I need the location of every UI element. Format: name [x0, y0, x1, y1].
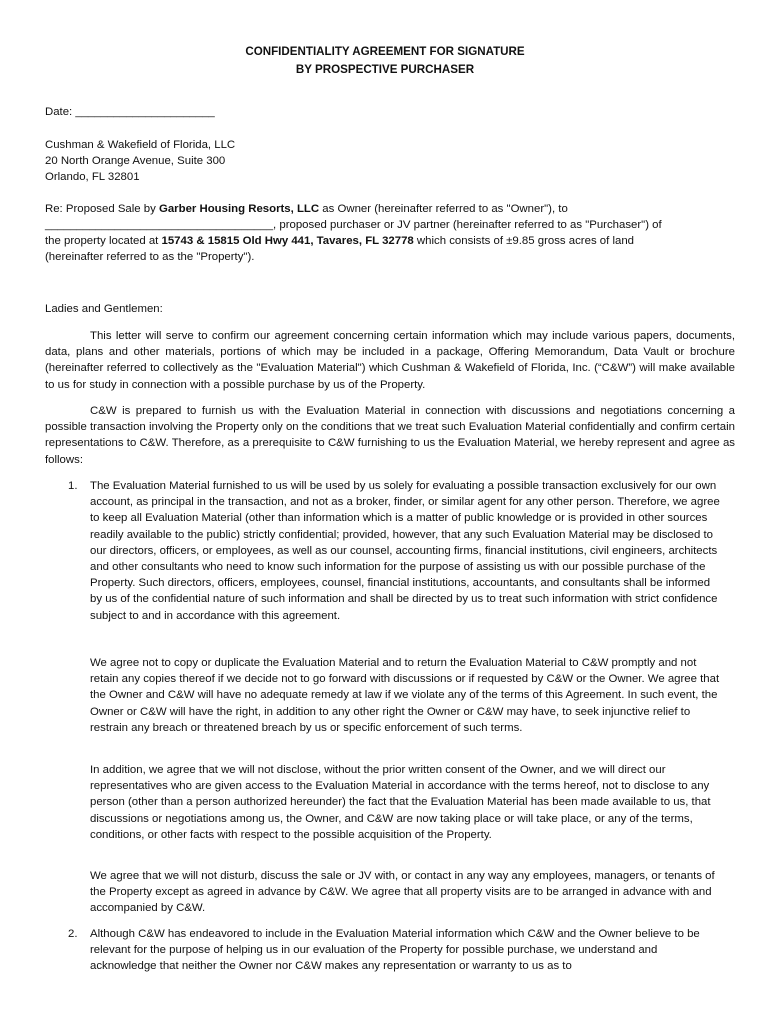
property-address: 15743 & 15815 Old Hwy 441, Tavares, FL 32778 [161, 235, 414, 247]
re-line-4: (hereinafter referred to as the "Property"). [45, 251, 255, 263]
paragraph-2: C&W is prepared to furnish us with the Evaluation Material in connection with discussions and negotiations concerning a possible transaction involving the Property only on the conditions that we treat such Evaluation Material confidentially and confirm certain representations to C&W. Therefore, as a prerequisite to C&W furnishing to us the Evaluation Material, we hereby represent and agree as follows: [45, 405, 735, 466]
re-line-3 [45, 233, 634, 249]
address-line-2: 20 North Orange Avenue, Suite 300 [45, 155, 226, 167]
re-line3-prefix: the property located at [45, 235, 162, 247]
re-line3-suffix: which consists of ±9.85 gross acres of land [413, 235, 634, 247]
sub-paragraph-3: We agree that we will not disturb, discuss the sale or JV with, or contact in any way any employees, managers, or tenants of the Property except as agreed in advance by C&W. We agree that all property visits are to be arranged in advance with and accompanied by C&W. [90, 870, 715, 915]
list-item-text: Although C&W has endeavored to include in the Evaluation Material information which C&W and the Owner believe to be relevant for the purpose of helping us in our evaluation of the Property for possible purchase, we understand and acknowledge that neither the Owner nor C&W makes any representation or warranty to us as to [90, 928, 700, 973]
salutation: Ladies and Gentlemen: [45, 303, 163, 315]
re-prefix: Re: Proposed Sale by [45, 203, 159, 215]
re-line-1 [45, 201, 568, 217]
sub-paragraph-2: In addition, we agree that we will not disclose, without the prior written consent of the Owner, and we will direct our representatives who are given access to the Evaluation Material in accordance with the terms hereof, not to disclose to any person (other than a person authorized hereunder) the fact that the Evaluation Material has been made available to us, that discussions or negotiations among us, the Owner, and C&W are now taking place or will take place, or any of the terms, conditions, or other facts with respect to the possible acquisition of the Property. [90, 764, 711, 841]
sub-paragraph-1: We agree not to copy or duplicate the Evaluation Material and to return the Evaluation Material to C&W promptly and not retain any copies thereof if we decide not to go forward with discussions or if requested by C&W or the Owner. We agree that the Owner and C&W will have no adequate remedy at law if we violate any of the terms of this Agreement. In such event, the Owner or C&W will have the right, in addition to any other right the Owner or C&W may have, to seek injunctive relief to restrain any breach or threatened breach by us or specific enforcement of such terms. [90, 657, 720, 734]
re-after-owner: as Owner (hereinafter referred to as "Owner"), to [319, 203, 568, 215]
address-line-1: Cushman & Wakefield of Florida, LLC [45, 139, 236, 151]
title-line-1: CONFIDENTIALITY AGREEMENT FOR SIGNATURE [245, 45, 525, 58]
list-item-text: The Evaluation Material furnished to us will be used by us solely for evaluating a possible transaction exclusively for our own account, as principal in the transaction, and not as a broker, finder, or similar agent for any other person. Therefore, we agree to keep all Evaluation Material (other than information which is a matter of public knowledge or is provided in other sources readily available to the public) strictly confidential; provided, however, that any such Evaluation Material may be disclosed to our directors, officers, or employees, as well as our counsel, accounting firms, financial institutions, civil engineers, architects and other consultants who need to know such information for the purpose of assisting us with our possible purchase of the Property. Such directors, officers, employees, counsel, financial institutions, accountants, and consultants shall be informed by us of the confidential nature of such information and shall be directed by us to treat such information with strict confidence subject to and in accordance with this agreement. [90, 480, 720, 622]
re-line-2: ____________________________________, proposed purchaser or JV partner (hereinafter referred to as "Purchaser") of [45, 219, 662, 231]
list-item-number: 2. [68, 928, 78, 940]
list-item-number: 1. [68, 480, 78, 492]
owner-name: Garber Housing Resorts, LLC [158, 203, 320, 215]
title-line-2: BY PROSPECTIVE PURCHASER [295, 63, 475, 76]
paragraph-1: This letter will serve to confirm our agreement concerning certain information which may include various papers, documents, data, plans and other materials, portions of which may be included in a package, Offering Memorandum, Data Vault or brochure (hereinafter referred to collectively as the "Evaluation Material") which Cushman & Wakefield of Florida, Inc. (“C&W”) will make available to us for study in connection with a possible purchase by us of the Property. [45, 330, 735, 391]
address-line-3: Orlando, FL 32801 [45, 171, 140, 183]
date-field: Date: ______________________ [45, 106, 215, 118]
